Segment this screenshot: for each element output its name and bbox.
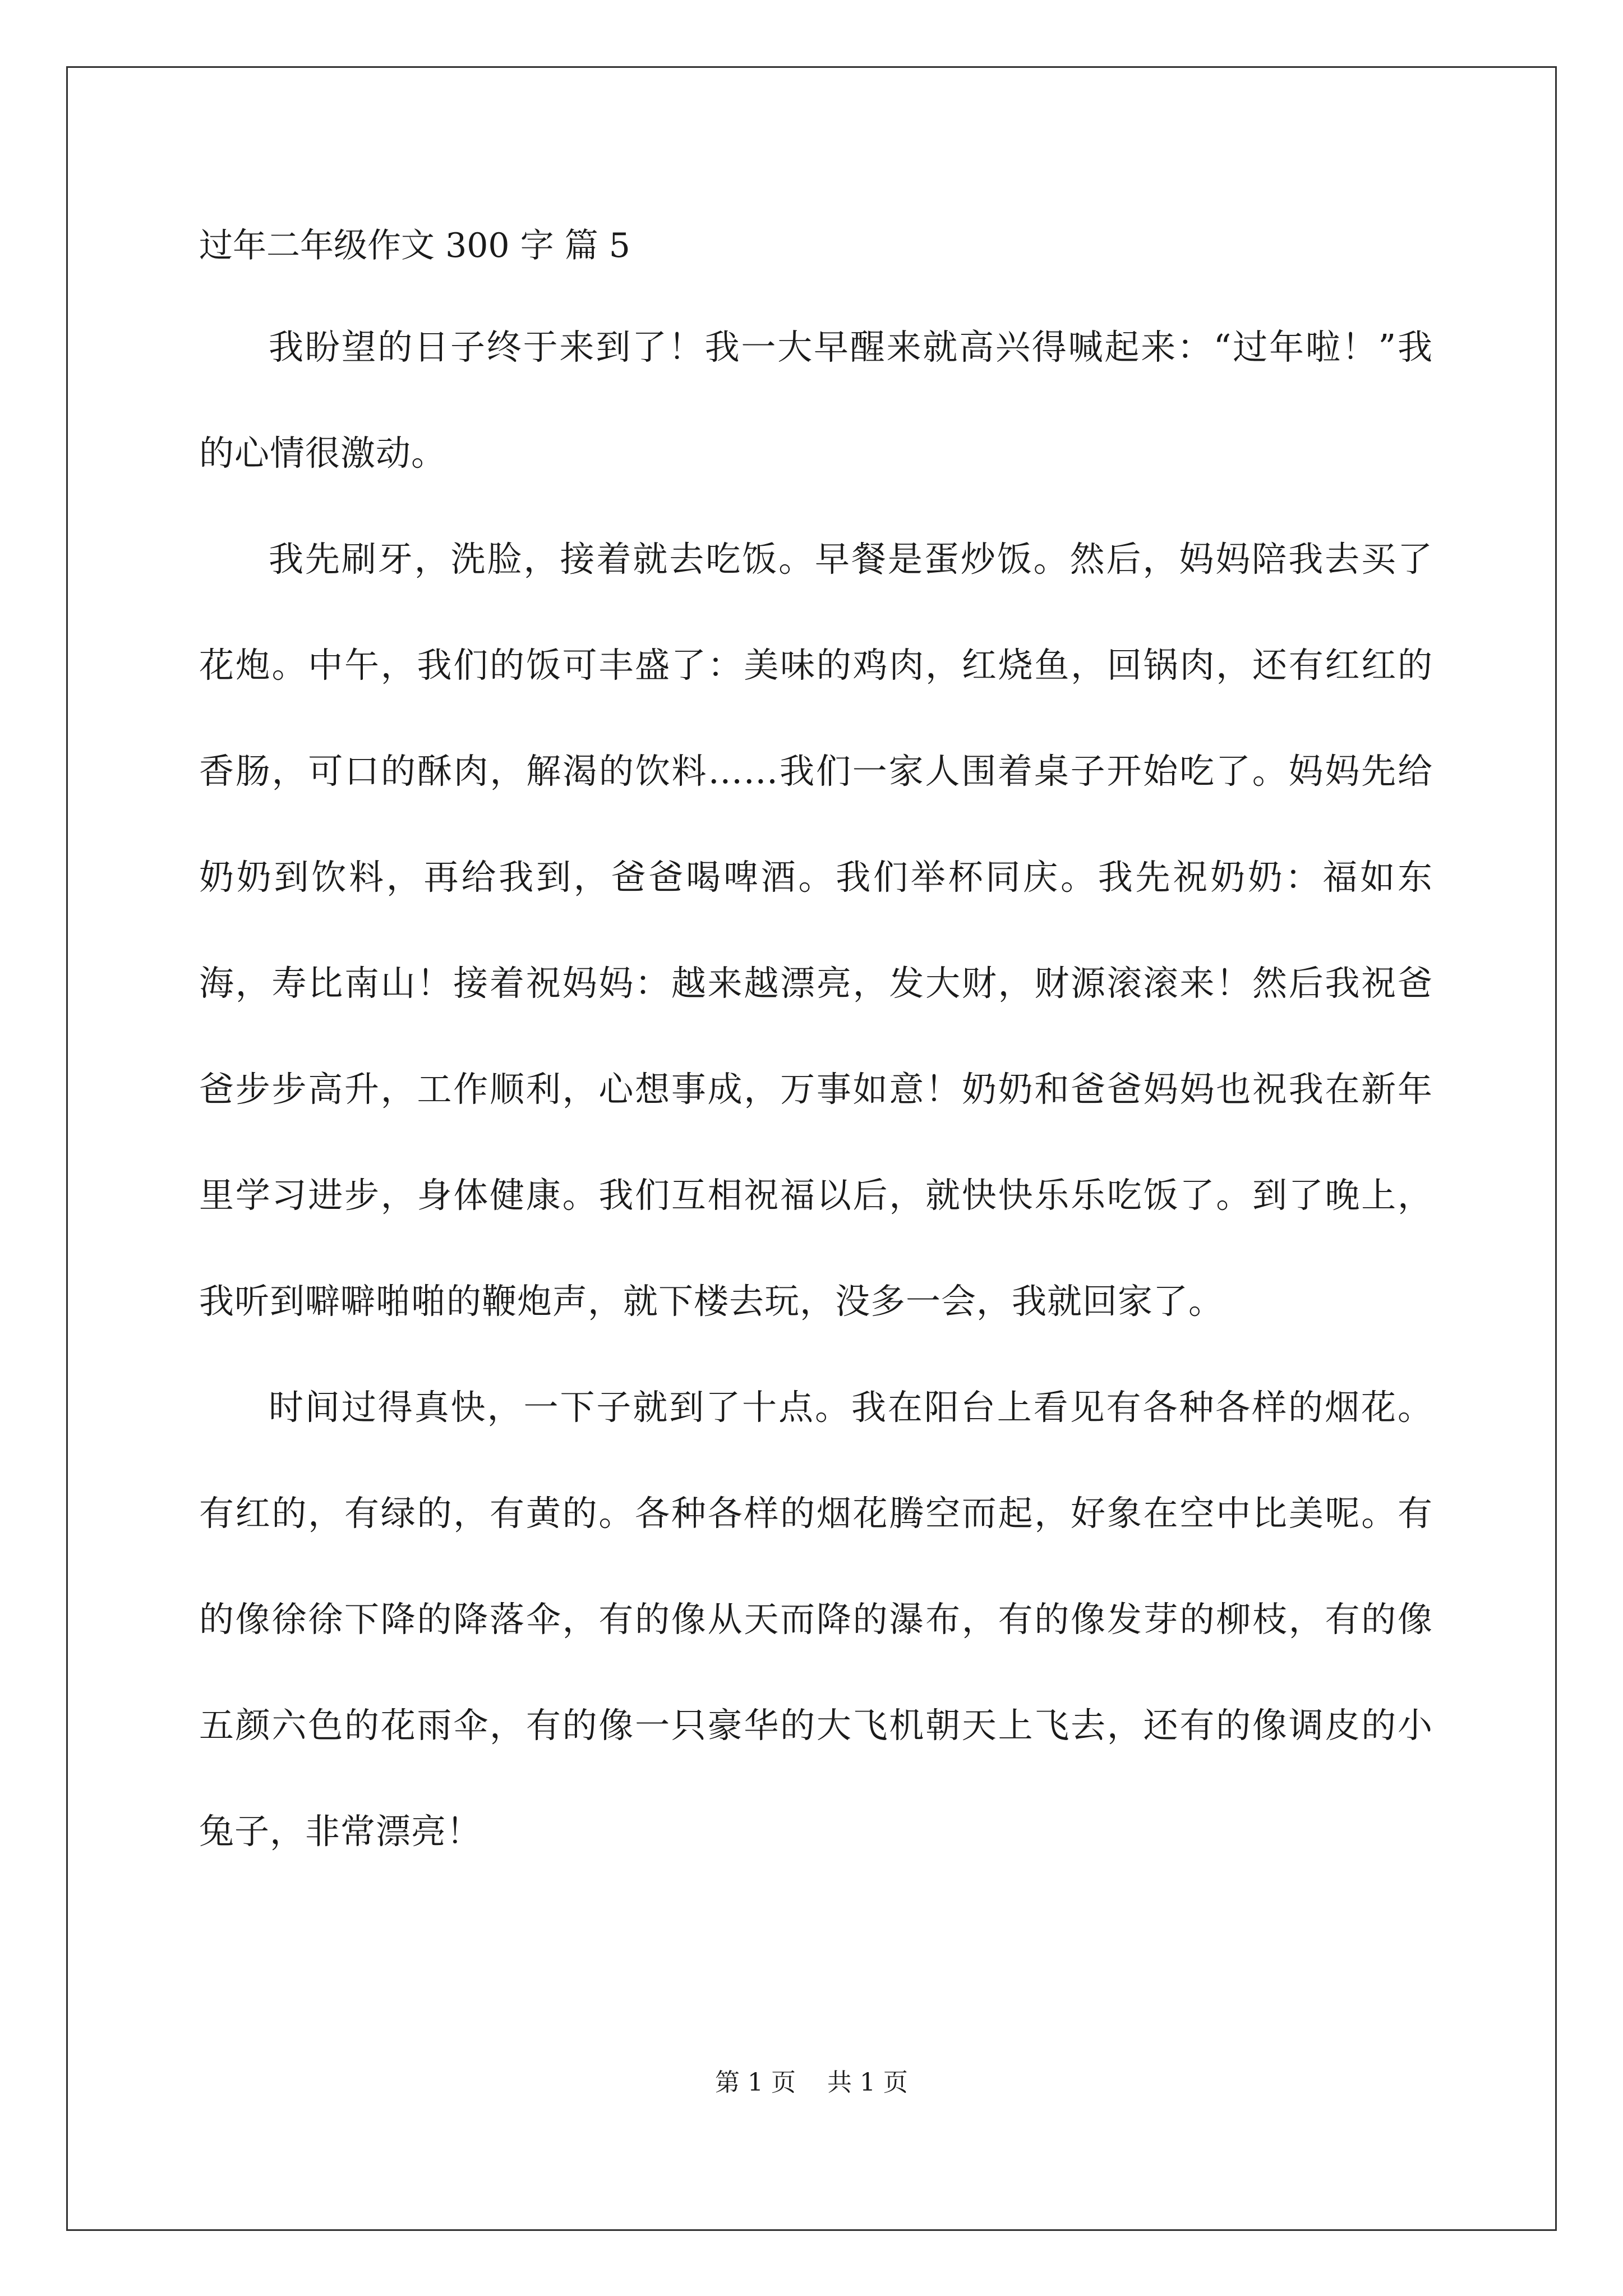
document-title: 过年二年级作文 300 字 篇 5 [199, 226, 630, 265]
document-body [199, 294, 1433, 1884]
paragraph-1: 我盼望的日子终于来到了！我一大早醒来就高兴得喊起来：“过年啦！”我的心情很激动。 [199, 326, 1433, 473]
paragraph-2: 我先刷牙，洗脸，接着就去吃饭。早餐是蛋炒饭。然后，妈妈陪我去买了花炮。中午，我们的饭可丰盛了：美味的鸡肉，红烧鱼，回锅肉，还有红红的香肠，可口的酥肉，解渴的饮料……我们一家人围着桌子开始吃了。妈妈先给奶奶到饮料，再给我到，爸爸喝啤酒。我们举杯同庆。我先祝奶奶：福如东海，寿比南山！接着祝妈妈：越来越漂亮，发大财，财源滚滚来！然后我祝爸爸步步高升，工作顺利，心想事成，万事如意！奶奶和爸爸妈妈也祝我在新年里学习进步，身体健康。我们互相祝福以后，就快快乐乐吃饭了。到了晚上，我听到噼噼啪啪的鞭炮声，就下楼去玩，没多一会，我就回家了。 [199, 539, 1433, 1322]
page-number-footer: 第 1 页 共 1 页 [715, 2068, 908, 2097]
paragraph-3: 时间过得真快，一下子就到了十点。我在阳台上看见有各种各样的烟花。有红的，有绿的，有黄的。各种各样的烟花腾空而起，好象在空中比美呢。有的像徐徐下降的降落伞，有的像从天而降的瀑布，有的像发芽的柳枝，有的像五颜六色的花雨伞，有的像一只豪华的大飞机朝天上飞去，还有的像调皮的小兔子，非常漂亮！ [199, 1387, 1433, 1852]
